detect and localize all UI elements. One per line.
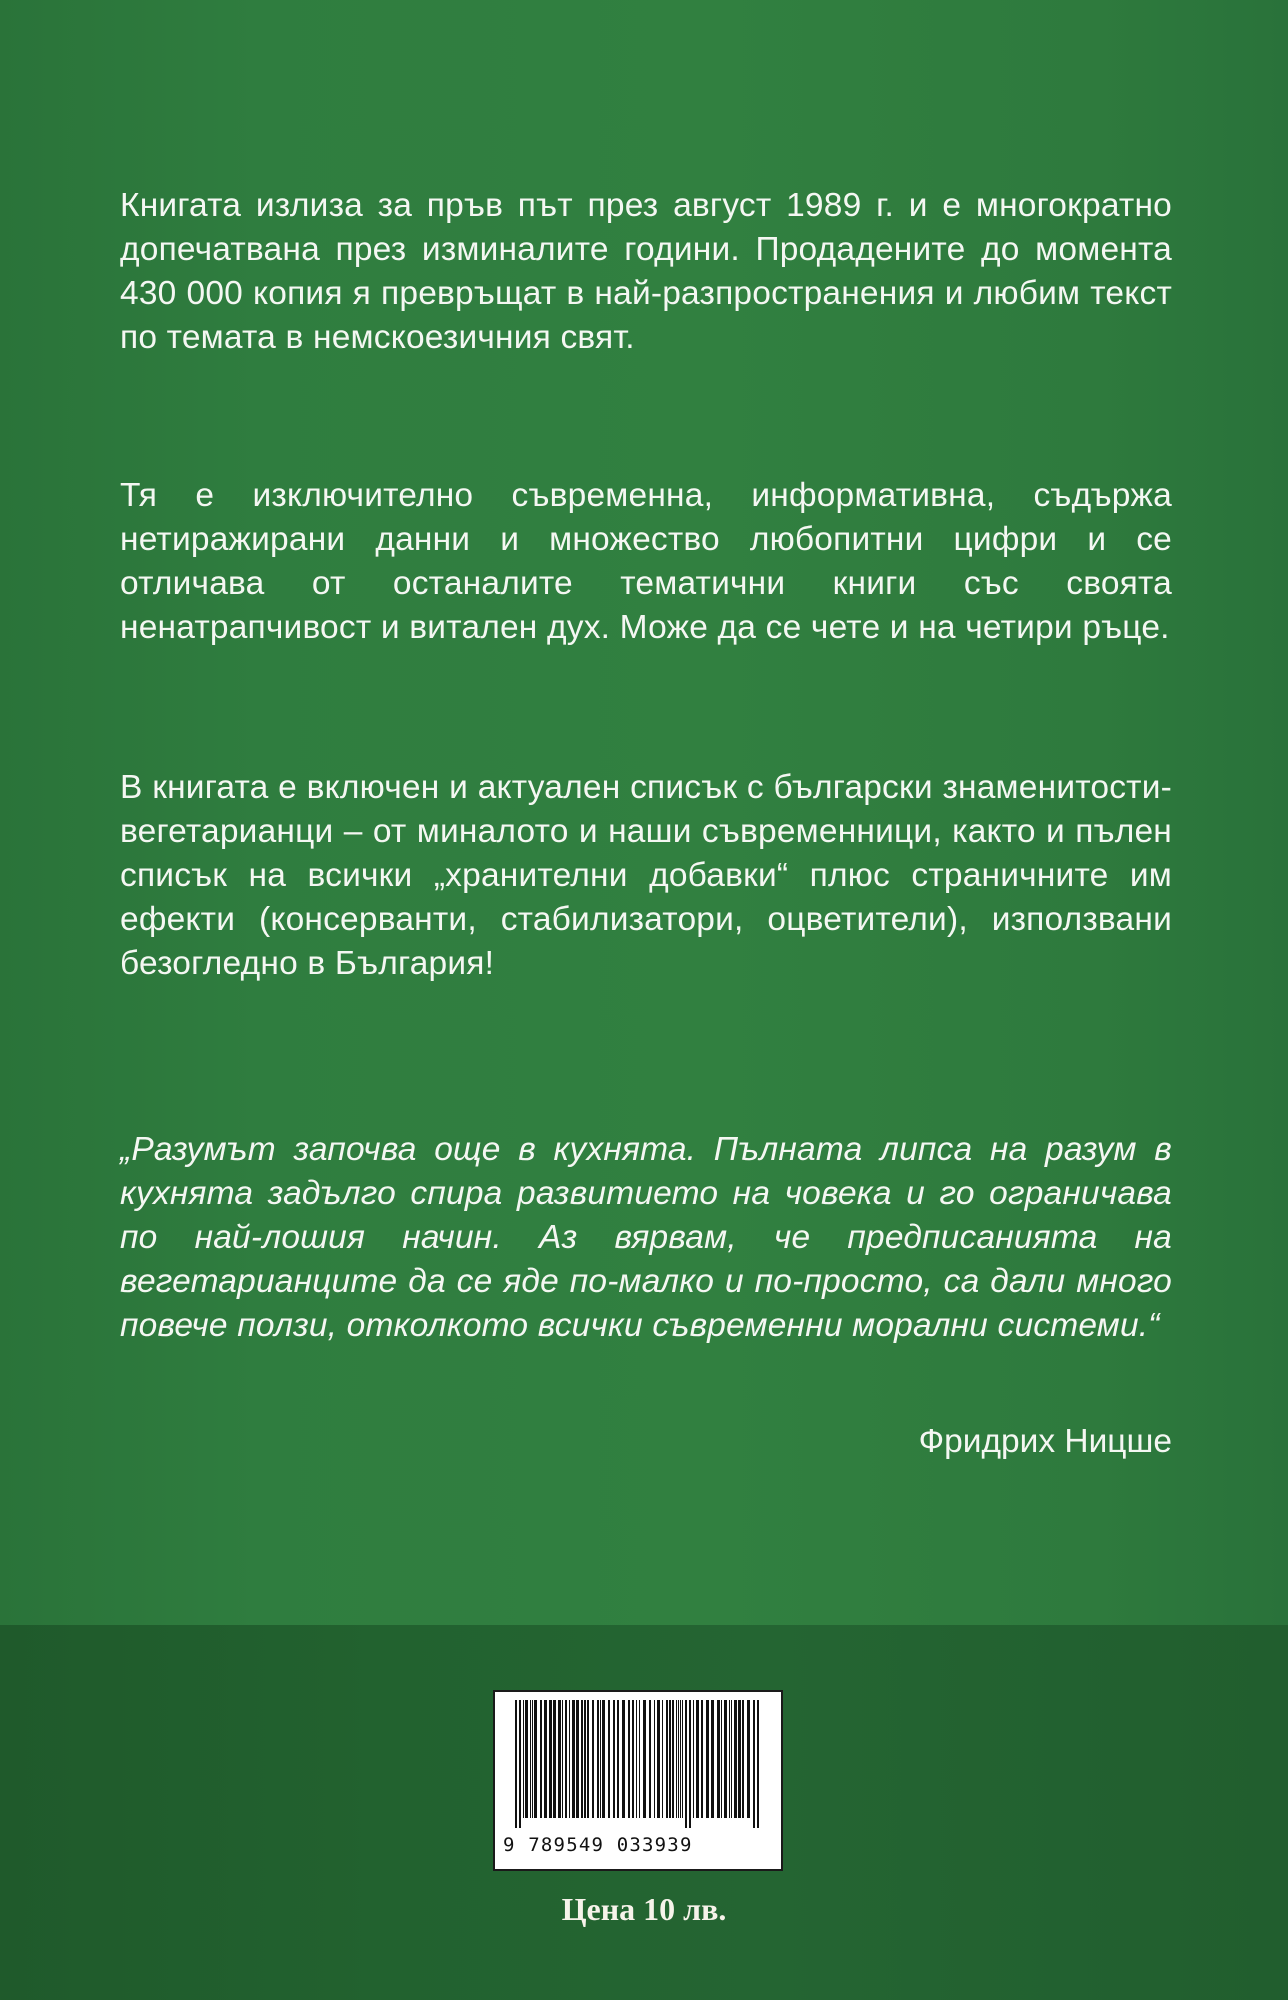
paragraph-contents: В книгата е включен и актуален списък с български знаменитости-вегетарианци – от миналото и наши съвременници, както и пълен списък на всички „хранителни добавки“ плюс страничните им ефекти (консерванти, стабилизатори, оцветители), използвани безогледно в България! — [120, 769, 1172, 982]
barcode-bar — [617, 1700, 619, 1818]
barcode-bar — [731, 1700, 732, 1818]
barcode-bar — [685, 1700, 687, 1828]
paragraph-intro: Книгата излиза за пръв път през август 1989 г. и е многократно допечатвана през изминалите години. Продадените до момента 430 000 копия я превръщат в най-разпространения и любим текст по темата в немскоезичния свят. — [120, 187, 1172, 356]
barcode-bar — [562, 1700, 563, 1818]
barcode-bar — [747, 1700, 750, 1818]
isbn-barcode — [493, 1690, 783, 1871]
barcode-bar — [721, 1700, 722, 1818]
barcode-bar — [678, 1700, 679, 1818]
barcode-bar — [742, 1700, 744, 1818]
barcode-bar — [558, 1700, 561, 1818]
barcode-bar — [682, 1700, 683, 1818]
barcode-bar — [680, 1700, 681, 1818]
barcode-bar — [693, 1700, 694, 1818]
barcode-bar — [534, 1700, 537, 1818]
barcode-bar — [549, 1700, 552, 1818]
barcode-bar — [643, 1700, 646, 1818]
barcode-bar — [584, 1700, 586, 1818]
barcode-bar — [649, 1700, 651, 1818]
barcode-bar — [540, 1700, 542, 1818]
barcode-bar — [525, 1700, 528, 1818]
barcode-bar — [628, 1700, 630, 1818]
barcode-bar — [608, 1700, 610, 1818]
barcode-bar — [657, 1700, 660, 1818]
barcode-bar — [734, 1700, 737, 1818]
barcode-bar — [515, 1700, 517, 1828]
barcode-bar — [669, 1700, 671, 1818]
barcode-bar — [738, 1700, 741, 1818]
barcode-bar — [544, 1700, 547, 1818]
barcode-bar — [711, 1700, 714, 1818]
barcode-bar — [632, 1700, 634, 1818]
barcode-bar — [662, 1700, 663, 1818]
barcode-bar — [717, 1700, 720, 1818]
barcode-bar — [729, 1700, 730, 1818]
barcode-bar — [572, 1700, 575, 1818]
paragraph-description: Тя е изключително съвременна, информативна, съдържа нетиражирани данни и множество любопитни цифри и се отличава от останалите тематични книги със своята ненатрапчивост и витален дух. Може да се чете и на четири ръце. — [120, 477, 1172, 646]
quote-text: „Разумът започва още в кухнята. Пълната липса на разум в кухнята задълго спира развитието на човека и го ограничава по най-лошия начин. Аз вярвам, че предписанията на вегетарианците да се яде по-малко и по-просто, са дали много повече ползи, отколкото всички съвременни морални системи.“ — [120, 1131, 1172, 1344]
quote-author: Фридрих Ницше — [918, 1423, 1172, 1460]
barcode-bar — [701, 1700, 703, 1818]
barcode-bar — [724, 1700, 727, 1818]
barcode-bar — [532, 1700, 533, 1818]
barcode-bar — [523, 1700, 524, 1818]
barcode-bar — [597, 1700, 599, 1818]
barcode-bar — [530, 1700, 531, 1818]
barcode-bar — [672, 1700, 674, 1818]
barcode-bar — [654, 1700, 655, 1818]
barcode-bar — [636, 1700, 637, 1818]
barcode-digits: 9 789549 033939 — [503, 1834, 693, 1856]
barcode-bar — [592, 1700, 594, 1818]
barcode-bar — [581, 1700, 583, 1818]
barcode-bar — [569, 1700, 570, 1818]
barcode-bars — [503, 1700, 773, 1830]
barcode-bar — [689, 1700, 691, 1828]
barcode-bar — [587, 1700, 589, 1818]
barcode-bar — [676, 1700, 677, 1818]
barcode-bar — [565, 1700, 567, 1818]
barcode-bar — [602, 1700, 605, 1818]
price-label: Цена 10 лв. — [561, 1891, 727, 1927]
barcode-bar — [706, 1700, 709, 1818]
barcode-bar — [666, 1700, 668, 1818]
barcode-bar — [553, 1700, 556, 1818]
barcode-bar — [622, 1700, 625, 1818]
barcode-bar — [757, 1700, 759, 1828]
barcode-bar — [519, 1700, 521, 1828]
barcode-bar — [576, 1700, 579, 1818]
barcode-bar — [613, 1700, 615, 1818]
barcode-bar — [753, 1700, 755, 1828]
barcode-bar — [639, 1700, 640, 1818]
barcode-bar — [600, 1700, 601, 1818]
barcode-bar — [696, 1700, 699, 1818]
